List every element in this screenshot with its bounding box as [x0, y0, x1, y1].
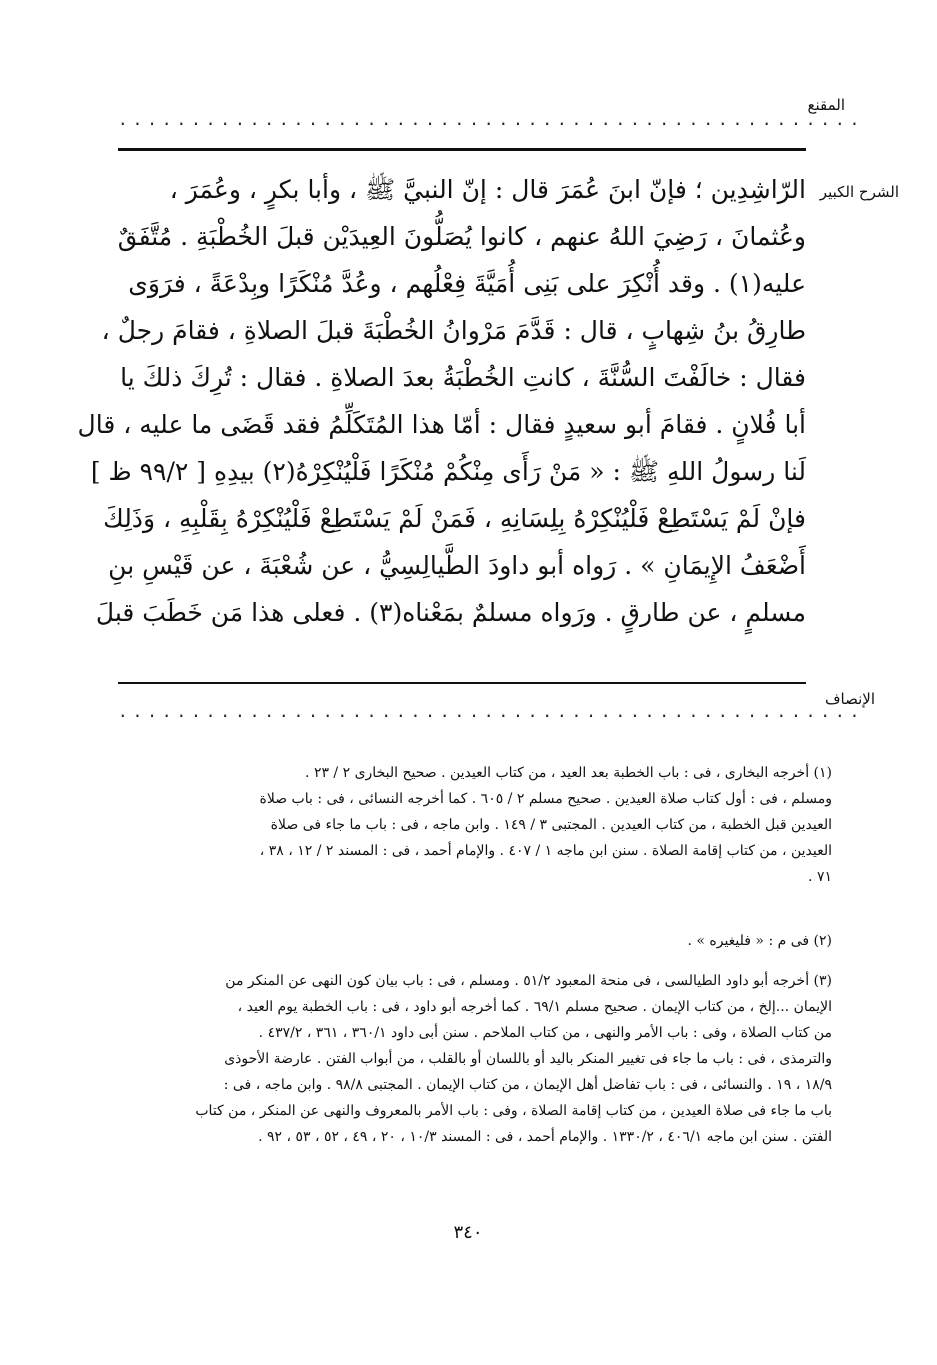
- footnote-line: الفتن . سنن ابن ماجه ٤٠٦/١ ، ١٣٣٠/٢ . والإمام أحمد ، فى : المسند ١٠/٣ ، ٢٠ ، ٤٩ ، ٥٢ ، ٥٣ ، ٩٢ .: [258, 1129, 832, 1145]
- footnote-line: من كتاب الصلاة ، وفى : باب الأمر والنهى ، من كتاب الملاحم . سنن أبى داود ٣٦٠/١ ، ٣٦١ ، ٤٣٧/٢ .: [258, 1025, 832, 1041]
- sharh-line: أَضْعَفُ الإِيمَانِ » . رَواه أبو داودَ الطَّيالِسِيُّ ، عن شُعْبَةَ ، عن قَيْسِ بنِ: [108, 551, 806, 580]
- footnote-line: باب ما جاء فى صلاة العيدين ، من كتاب إقامة الصلاة ، وفى : باب الأمر بالمعروف والنهى عن المنكر ، من كتاب: [195, 1103, 832, 1119]
- sharh-text-block: [77, 166, 806, 636]
- sharh-line: طارِقُ بنُ شِهابٍ ، قال : قَدَّمَ مَرْوانُ الخُطْبَةَ قبلَ الصلاةِ ، فقامَ رجلٌ ،: [101, 316, 806, 345]
- footnote-2: [108, 928, 832, 954]
- footnote-line: والترمذى ، فى : باب ما جاء فى تغيير المنكر باليد أو باللسان أو بالقلب ، من أبواب الفتن . عارضة الأحوذى: [224, 1051, 832, 1067]
- footnote-line: العيدين قبل الخطبة ، من كتاب العيدين . المجتبى ٣ / ١٤٩ . وابن ماجه ، فى : باب ما جاء فى صلاة: [270, 817, 832, 833]
- sharh-line: مسلمٍ ، عن طارقٍ . ورَواه مسلمٌ بمَعْناه(٣) . فعلى هذا مَن خَطَبَ قبلَ: [95, 598, 806, 627]
- insaf-dotted-leader: ...................................................: [118, 702, 865, 721]
- sharh-line: الرّاشِدِين ؛ فإنّ ابنَ عُمَرَ قال : إنّ النبيَّ ﷺ ، وأبا بكرٍ ، وعُمَرَ ،: [169, 175, 806, 204]
- footnote-line: (٢) فى م : « فليغيره » .: [687, 933, 832, 949]
- insaf-label: الإنصاف: [824, 690, 875, 708]
- page-number: ٣٤٠: [453, 1222, 483, 1243]
- book-title-label: المقنع: [807, 96, 845, 114]
- footnote-line: ٧١ .: [808, 869, 832, 885]
- footnote-line: ومسلم ، فى : أول كتاب صلاة العيدين . صحيح مسلم ٢ / ٦٠٥ . كما أخرجه النسائى ، فى : باب صلاة: [259, 791, 832, 807]
- footnote-3: [108, 968, 832, 1150]
- sharh-line: أبا فُلانٍ . فقامَ أبو سعيدٍ فقال : أمّا هذا المُتَكَلِّمُ فقد قَضَى ما عليه ، قال: [77, 410, 806, 439]
- footnote-1: [108, 760, 832, 890]
- footnote-line: ١٨/٩ ، ١٩ . والنسائى ، فى : باب تفاضل أهل الإيمان ، من كتاب الإيمان . المجتبى ٩٨/٨ . وابن ماجه ، فى :: [223, 1077, 832, 1093]
- sharh-line: فقال : خالَفْتَ السُّنَّةَ ، كانتِ الخُطْبَةُ بعدَ الصلاةِ . فقال : تُرِكَ ذلكَ يا: [120, 363, 806, 392]
- footnote-line: الإيمان ...إلخ ، من كتاب الإيمان . صحيح مسلم ٦٩/١ . كما أخرجه أبو داود ، فى : باب الخطبة يوم العيد ،: [237, 999, 832, 1015]
- footnote-line: (٣) أخرجه أبو داود الطيالسى ، فى منحة المعبود ٥١/٢ . ومسلم ، فى : باب بيان كون النهى عن المنكر من: [225, 973, 832, 989]
- header-rule: [118, 148, 806, 151]
- sharh-label: الشرح الكبير: [819, 183, 899, 201]
- insaf-rule: [118, 682, 806, 684]
- footnote-line: (١) أخرجه البخارى ، فى : باب الخطبة بعد العيد ، من كتاب العيدين . صحيح البخارى ٢ / ٢٣ .: [305, 765, 832, 781]
- sharh-line: فإنْ لَمْ يَسْتَطِعْ فَلْيُنْكِرْهُ بِلِسَانِهِ ، فَمَنْ لَمْ يَسْتَطِعْ فَلْيُنْكِرْهُ بِقَلْبِهِ ، وَذَلِكَ: [103, 504, 806, 533]
- footnote-line: العيدين ، من كتاب إقامة الصلاة . سنن ابن ماجه ١ / ٤٠٧ . والإمام أحمد ، فى : المسند ٢ / ١٢ ، ٣٨ ،: [259, 843, 832, 859]
- header-dotted-leader: ...................................................: [118, 110, 865, 129]
- sharh-line: وعُثمانَ ، رَضِيَ اللهُ عنهم ، كانوا يُصَلُّونَ العِيدَيْن قبلَ الخُطْبَةِ . مُتَّفَقٌ: [117, 222, 806, 251]
- sharh-line: لَنا رسولُ اللهِ ﷺ : « مَنْ رَأَى مِنْكُمْ مُنْكَرًا فَلْيُنْكِرْهُ(٢) بيدِهِ [ ٩٩/٢ ظ ]: [90, 457, 806, 486]
- sharh-line: عليه(١) . وقد أُنْكِرَ على بَنِى أُمَيَّةَ فِعْلُهم ، وعُدَّ مُنْكَرًا وبِدْعَةً ، فرَوَى: [128, 269, 806, 298]
